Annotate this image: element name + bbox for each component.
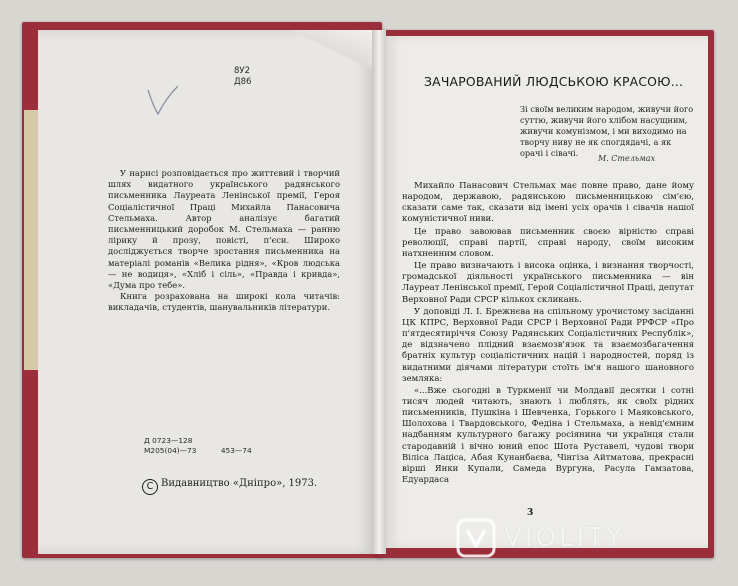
lib-code-line2: Д86	[234, 77, 252, 87]
epigraph: Зі своїм великим народом, живучи його суттю, живучи його хлібом насущним, живучи комунізмом, і ми виходимо на творчу ниву не як спогдядачі, а як орачі і сівачі.	[520, 104, 694, 158]
publisher-imprint	[142, 478, 317, 495]
book-gutter	[372, 30, 386, 554]
catalog-code-2: М205(04)—73	[144, 446, 197, 455]
publisher-text: Видавництво «Дніпро», 1973.	[161, 478, 318, 489]
catalog-line1	[144, 436, 252, 446]
book-annotation	[108, 168, 340, 314]
page-number: 3	[527, 508, 534, 518]
chapter-body	[402, 181, 694, 487]
catalog-code: Д 0723—128	[144, 436, 193, 445]
catalog-index	[144, 436, 252, 456]
copyright-icon: C	[142, 479, 158, 495]
epigraph-author: М. Стельмах	[598, 154, 656, 163]
body-paragraph: Це право визначають і висока оцінка, і визнання творчості, громадської діяльності українського письменника — він Лауреат Ленінської премії, Герой Соціалістичної Праці, депутат Верховної Ради СРСР кількох скликань.	[402, 261, 694, 305]
watermark-text: VIOLITY	[504, 523, 625, 553]
catalog-line2	[144, 446, 252, 456]
catalog-tail: 453—74	[220, 446, 252, 455]
lib-code-line1: 8У2	[234, 66, 250, 76]
violity-logo-icon	[456, 518, 496, 558]
violity-watermark	[456, 516, 625, 560]
pencil-checkmark-icon	[146, 84, 180, 118]
body-paragraph: Михайло Панасович Стельмах має повне право, дане йому народом, державою, радянською письменницькою сім'єю, сказати саме так, сказати від імені усіх орачів і сівачів нашої комуністичної ниви.	[402, 181, 694, 225]
library-classification-code	[234, 66, 251, 88]
chapter-title: ЗАЧАРОВАНИЙ ЛЮДСЬКОЮ КРАСОЮ...	[424, 74, 684, 89]
annotation-paragraph: Книга розрахована на широкі кола читачів: викладачів, студентів, шанувальників літератури.	[108, 291, 340, 313]
annotation-paragraph: У нарисі розповідається про життєвий і творчий шлях видатного українського радянського письменника Лауреата Ленінської премії, Героя Соціалістичної Праці Михайла Панасовича Стельмаха. Автор аналізує багатий письменницький доробок М. Стельмаха — ранню лірику й прозу, повісті, п'єси. Широко досліджується творче зростання письменника на матеріалі романів «Велика рідня», «Кров людська — не водиця», «Хліб і сіль», «Правда і кривда», «Дума про тебе».	[108, 168, 340, 291]
body-paragraph: Це право завоював письменник своєю вірністю справі революції, справі партії, справі народу, своїм високим натхненним словом.	[402, 226, 694, 259]
body-paragraph: «...Вже сьогодні в Туркменії чи Молдавії десятки і сотні тисяч людей читають, знають і люблять, як своїх рідних письменників, Пушкіна і Шевченка, Горького і Маяковського, Шолохова і Твардовського, Федіна і Стельмаха, а невід'ємним надбанням культурного багажу росіянина чи українця стали стародавній і вічно юний епос Шота Руставелі, чудові твори Віліса Лаціса, Абая Кунанбаєва, Чінгіза Айтматова, прекрасні вірші Янки Купали, Самеда Вургуна, Расула Гамзатова, Едуардаса	[402, 385, 694, 486]
body-paragraph: У доповіді Л. І. Брежнєва на спільному урочистому засіданні ЦК КПРС, Верховної Ради СРСР і Верховної Ради РРФСР «Про п'ятдесятиріччя Союзу Радянських Соціалістичних Республік», де відзначено плідний взаємозв'язок та взаємозбагачення братніх культур соціалістичних націй і народностей, поряд із видатними діячами літератури стоїть ім'я нашого шановного земляка:	[402, 306, 694, 384]
